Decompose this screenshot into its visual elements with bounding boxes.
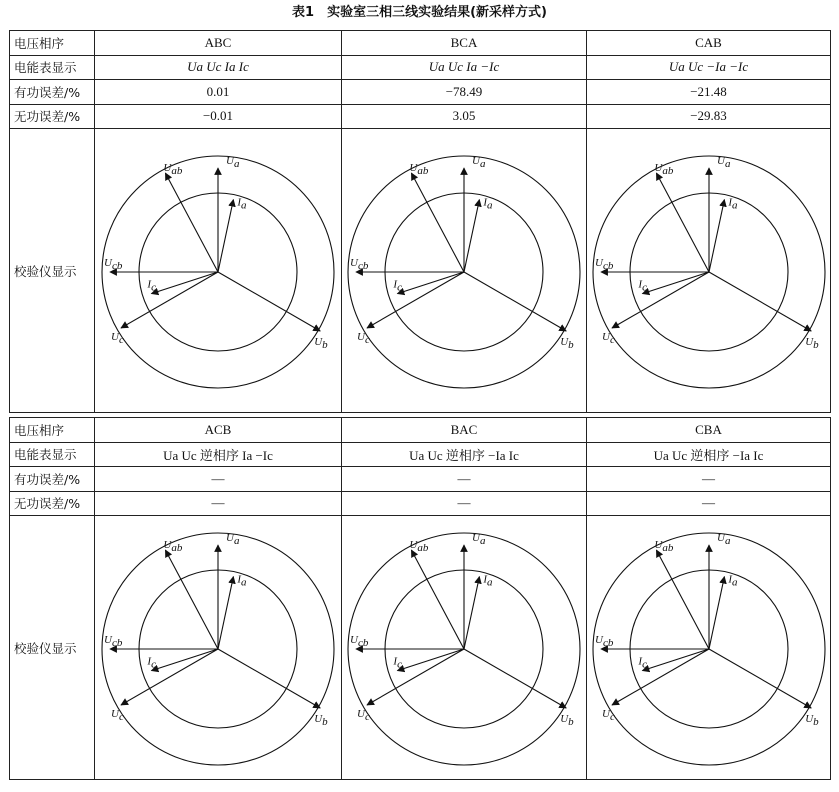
phasor-uab-arrow	[411, 550, 464, 649]
active-error-cell: —	[342, 467, 587, 492]
phasor-uab-arrow	[165, 550, 218, 649]
reactive-error-cell: −0.01	[95, 104, 342, 129]
row-label: 有功误差/%	[10, 80, 95, 105]
phasor-ic-label: Ic	[638, 278, 647, 294]
phasor-ucb-label: Ucb	[350, 633, 369, 649]
phasor-uab-label: Uab	[409, 161, 429, 177]
phasor-ub-arrow	[464, 272, 566, 331]
phasor-ic-arrow	[151, 272, 218, 294]
table-caption: 表1 实验室三相三线实验结果(新采样方式)	[292, 5, 547, 20]
phase-seq-cell: BCA	[342, 31, 587, 56]
phasor-ic-arrow	[151, 649, 218, 671]
phasor-ic-label: Ic	[146, 655, 156, 671]
phase-seq-row	[10, 31, 831, 56]
phasor-ub-label: Ub	[313, 335, 328, 351]
phase-seq-cell: ABC	[95, 31, 342, 56]
phasor-ia-arrow	[464, 199, 479, 271]
phasor-uc-arrow	[121, 272, 218, 328]
phase-seq-row	[10, 418, 831, 443]
phasor-ucb-label: Ucb	[595, 256, 614, 272]
phasor-uc-arrow	[367, 649, 464, 705]
reactive-error-cell: −29.83	[587, 104, 831, 129]
phasor-uc-label: Uc	[602, 330, 615, 346]
active-error-cell: −78.49	[342, 80, 587, 105]
row-label: 无功误差/%	[10, 104, 95, 129]
phasor-ub-label: Ub	[313, 712, 328, 728]
active-error-cell: 0.01	[95, 80, 342, 105]
active-error-row	[10, 467, 831, 492]
active-error-cell: −21.48	[587, 80, 831, 105]
phasor-ua-label: Ua	[472, 154, 486, 170]
phasor-ic-arrow	[397, 272, 464, 294]
phasor-ub-label: Ub	[560, 335, 574, 351]
row-label: 电压相序	[10, 418, 95, 443]
meter-cell: Ua Uc −Ia −Ic	[587, 55, 831, 80]
phasor-ic-arrow	[642, 649, 709, 671]
row-label: 电能表显示	[10, 442, 95, 467]
row-label: 校验仪显示	[10, 516, 95, 780]
row-label: 有功误差/%	[10, 467, 95, 492]
phasor-uc-label: Uc	[602, 707, 615, 723]
row-label: 电能表显示	[10, 55, 95, 80]
calibrator-row	[10, 516, 831, 780]
results-table-1	[9, 30, 831, 413]
phasor-uc-arrow	[612, 649, 709, 705]
phasor-uab-label: Uab	[654, 161, 674, 177]
phasor-ic-label: Ic	[393, 655, 402, 671]
phasor-uab-label: Uab	[654, 538, 674, 554]
phase-seq-cell: ACB	[95, 418, 342, 443]
phasor-ua-label: Ua	[717, 531, 731, 547]
row-label: 电压相序	[10, 31, 95, 56]
reactive-error-cell: —	[587, 491, 831, 516]
reactive-error-cell: —	[95, 491, 342, 516]
row-label: 无功误差/%	[10, 491, 95, 516]
meter-row	[10, 442, 831, 467]
phasor-ia-label: Ia	[483, 573, 493, 589]
phasor-ub-arrow	[464, 649, 566, 708]
phasor-ucb-label: Ucb	[595, 633, 614, 649]
meter-cell: Ua Uc Ia −Ic	[342, 55, 587, 80]
phasor-ua-label: Ua	[225, 154, 239, 170]
phasor-ic-label: Ic	[146, 278, 156, 294]
phasor-uab-arrow	[656, 173, 709, 272]
phasor-diagram	[587, 130, 831, 412]
phasor-uab-label: Uab	[162, 161, 182, 177]
phasor-uab-label: Uab	[409, 538, 429, 554]
phasor-uc-label: Uc	[110, 330, 124, 346]
phasor-ub-arrow	[218, 272, 320, 331]
phasor-uc-arrow	[367, 272, 464, 328]
phasor-ua-label: Ua	[717, 154, 731, 170]
phasor-ia-label: Ia	[236, 196, 247, 212]
meter-cell: Ua Uc 逆相序 Ia −Ic	[95, 442, 342, 467]
phasor-ucb-label: Ucb	[103, 633, 122, 649]
phasor-diagram-cell	[95, 516, 342, 780]
phasor-ic-arrow	[642, 272, 709, 294]
phasor-ub-label: Ub	[805, 335, 819, 351]
phasor-diagram-cell	[342, 129, 587, 413]
phasor-diagram-cell	[95, 129, 342, 413]
meter-cell: Ua Uc Ia Ic	[95, 55, 342, 80]
phasor-ia-arrow	[709, 199, 724, 271]
phasor-ia-label: Ia	[728, 573, 738, 589]
phasor-ic-arrow	[397, 649, 464, 671]
phasor-uc-label: Uc	[357, 707, 370, 723]
phasor-ia-label: Ia	[483, 196, 493, 212]
meter-cell: Ua Uc 逆相序 −Ia Ic	[587, 442, 831, 467]
phasor-uc-arrow	[612, 272, 709, 328]
phasor-ub-arrow	[218, 649, 320, 708]
phasor-uab-label: Uab	[162, 538, 182, 554]
reactive-error-row	[10, 104, 831, 129]
phasor-ia-label: Ia	[728, 196, 738, 212]
results-table-2	[9, 417, 831, 780]
phasor-ua-label: Ua	[472, 531, 486, 547]
phasor-ia-arrow	[218, 576, 233, 648]
phase-seq-cell: CBA	[587, 418, 831, 443]
phasor-diagram	[342, 517, 587, 779]
phasor-diagram	[342, 130, 587, 412]
row-label: 校验仪显示	[10, 129, 95, 413]
phasor-ub-arrow	[709, 649, 811, 708]
phasor-uc-arrow	[121, 649, 218, 705]
active-error-cell: —	[95, 467, 342, 492]
active-error-row	[10, 80, 831, 105]
phasor-diagram	[96, 130, 341, 412]
phasor-ua-label: Ua	[225, 531, 239, 547]
active-error-cell: —	[587, 467, 831, 492]
phasor-ia-arrow	[464, 576, 479, 648]
phase-seq-cell: CAB	[587, 31, 831, 56]
phasor-diagram	[587, 517, 831, 779]
phasor-ia-arrow	[709, 576, 724, 648]
meter-cell: Ua Uc 逆相序 −Ia Ic	[342, 442, 587, 467]
reactive-error-cell: 3.05	[342, 104, 587, 129]
calibrator-row	[10, 129, 831, 413]
phasor-ub-label: Ub	[560, 712, 574, 728]
phasor-ucb-label: Ucb	[103, 256, 122, 272]
phasor-diagram-cell	[342, 516, 587, 780]
phasor-ia-label: Ia	[236, 573, 247, 589]
phasor-uc-label: Uc	[110, 707, 124, 723]
phasor-diagram	[96, 517, 341, 779]
reactive-error-cell: —	[342, 491, 587, 516]
phasor-uab-arrow	[656, 550, 709, 649]
phasor-diagram-cell	[587, 516, 831, 780]
phasor-uab-arrow	[165, 173, 218, 272]
phasor-ic-label: Ic	[393, 278, 402, 294]
phasor-uc-label: Uc	[357, 330, 370, 346]
phasor-ucb-label: Ucb	[350, 256, 369, 272]
reactive-error-row	[10, 491, 831, 516]
phase-seq-cell: BAC	[342, 418, 587, 443]
phasor-diagram-cell	[587, 129, 831, 413]
phasor-ia-arrow	[218, 199, 233, 271]
phasor-ic-label: Ic	[638, 655, 647, 671]
phasor-ub-arrow	[709, 272, 811, 331]
phasor-uab-arrow	[411, 173, 464, 272]
phasor-ub-label: Ub	[805, 712, 819, 728]
meter-row	[10, 55, 831, 80]
